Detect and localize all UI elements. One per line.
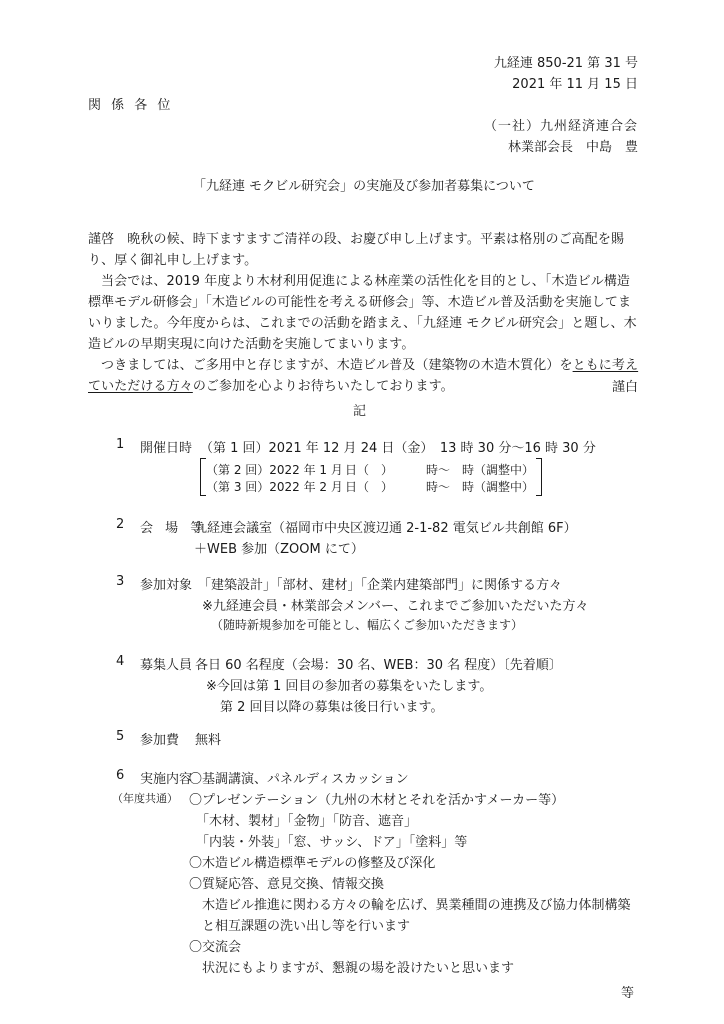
content-line: 「内装・外装」「窓、サッシ、ドア」「塗料」等: [196, 835, 468, 850]
session-2-day: 日（ ）: [345, 463, 394, 477]
closing-word: 謹白: [611, 380, 638, 395]
content-line: 〇交流会: [189, 940, 242, 955]
venue-address: 九経連会議室（福岡市中央区渡辺通 2-1-82 電気ビル共創館 6F）: [194, 521, 577, 536]
venue-web: ＋WEB 参加（ZOOM にて）: [194, 542, 364, 557]
session-3-time: 時～ 時（調整中）: [426, 480, 535, 494]
content-line: 〇基調講演、パネルディスカッション: [189, 772, 409, 787]
session-3-date: （第 3 回）2022 年 2 月: [206, 480, 343, 494]
item-label: 実施内容: [140, 772, 193, 787]
session-3-day: 日（ ）: [345, 480, 394, 494]
document-number: 九経連 850-21 第 31 号: [493, 56, 638, 71]
content-line: 木造ビル推進に関わる方々の輪を広げ、異業種間の連携及び協力体制構築: [202, 898, 631, 913]
background-paragraph: 当会では、2019 年度より木材利用促進による林産業の活性化を目的とし、「木造ビル構造標準モデル研修会」「木造ビルの可能性を考える研修会」等、木造ビル普及活動を実施してまいりました。今年度からは、これまでの活動を踏まえ、「九経連 モクビル研究会」と題し、木造ビルの早期実現に向けた活動を実施してまいります。: [88, 274, 637, 352]
target-line: 「建築設計」「部材、建材」「企業内建築部門」に関係する方々: [198, 578, 563, 593]
body-text: [88, 229, 640, 397]
item-label: 参加費: [140, 733, 180, 748]
content-line: 状況にもよりますが、懇親の場を設けたいと思います: [202, 961, 515, 976]
session-2-time: 時～ 時（調整中）: [426, 463, 535, 477]
session-1-datetime: （第 1 回）2021 年 12 月 24 日（金） 13 時 30 分～16 時 30 分: [200, 441, 596, 456]
invitation-text-end: のご参加を心よりお待ちいたしております。: [192, 379, 454, 394]
document-date: 2021 年 11 月 15 日: [512, 77, 638, 92]
invitation-paragraph: [88, 355, 640, 397]
invitation-underlined-text: ともに考えていただける方々: [88, 358, 639, 394]
item-label: 会 場 等: [140, 521, 208, 536]
document-title: 「九経連 モクビル研究会」の実施及び参加者募集について: [193, 179, 535, 194]
capacity-line: 各日 60 名程度（会場：30 名、WEB：30 名 程度）〔先着順〕: [195, 658, 562, 673]
content-line: 〇質疑応答、意見交換、情報交換: [189, 877, 385, 892]
invitation-text-start: つきましては、ご多用中と存じますが、木造ビル普及（建築物の木造木質化）を: [101, 358, 573, 373]
content-line: 「木材、製材」「金物」「防音、遮音」: [196, 814, 418, 829]
item-number: 2: [116, 517, 125, 532]
content-line: 〇木造ビル構造標準モデルの修整及び深化: [189, 856, 436, 871]
capacity-line: ※今回は第 1 回目の参加者の募集をいたします。: [206, 679, 493, 694]
sender-name: 林業部会長 中島 豊: [507, 140, 638, 155]
session-2-date: （第 2 回）2022 年 1 月: [206, 463, 343, 477]
content-line: 〇プレゼンテーション（九州の木材とそれを活かすメーカー等）: [189, 793, 565, 808]
content-trailer: 等: [621, 986, 635, 1001]
greeting-paragraph: 謹啓 晩秋の候、時下ますますご清祥の段、お慶び申し上げます。平素は格別のご高配を賜り、厚く御礼申し上げます。: [88, 232, 625, 268]
addressee: 関 係 各 位: [88, 98, 174, 113]
item-number: 6: [116, 768, 125, 783]
item-number: 5: [116, 729, 125, 744]
ki-heading: 記: [353, 404, 367, 419]
sender-organization: （一社）九州経済連合会: [483, 119, 638, 134]
item-label: 募集人員: [140, 658, 193, 673]
target-line: （随時新規参加を可能とし、幅広くご参加いただきます）: [211, 618, 524, 632]
item-number: 1: [116, 437, 125, 452]
target-line: ※九経連会員・林業部会メンバー、これまでご参加いただいた方々: [202, 599, 589, 614]
item-number: 3: [116, 574, 125, 589]
fee-value: 無料: [195, 733, 222, 748]
item-label: 開催日時: [140, 441, 193, 456]
item-number: 4: [116, 654, 125, 669]
capacity-line: 第 2 回目以降の募集は後日行います。: [220, 700, 444, 715]
content-line: と相互課題の洗い出し等を行います: [202, 919, 411, 934]
item-label: 参加対象: [140, 578, 193, 593]
item-sublabel: （年度共通）: [112, 792, 178, 805]
